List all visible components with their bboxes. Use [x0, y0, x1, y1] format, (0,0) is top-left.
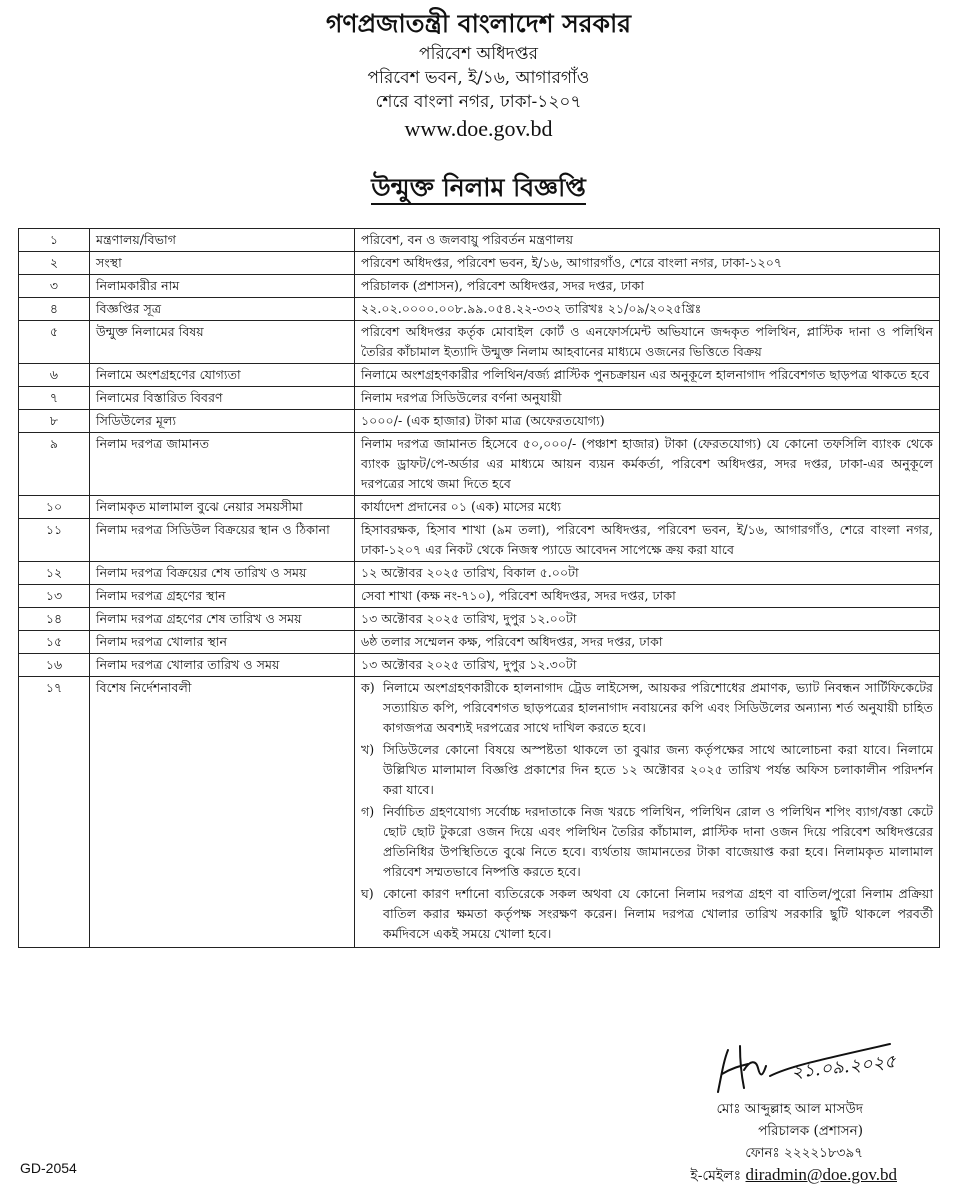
signer-title: পরিচালক (প্রশাসন): [758, 1123, 863, 1139]
instruction-text: সিডিউলের কোনো বিষয়ে অস্পষ্টতা থাকলে তা বুঝার জন্য কর্তৃপক্ষের সাথে আলোচনা করা যাবে। নিলামে উল্লিখিত মালামাল বিজ্ঞপ্তি প্রকাশের দিন হতে ১২ অক্টোবর ২০২৫ তারিখ পর্যন্ত অফিস চলাকালীন পরিদর্শন করা যাবে।: [383, 742, 933, 797]
serial-cell: ১০: [19, 496, 90, 519]
serial-cell: ৮: [19, 410, 90, 433]
signer-block: [716, 1098, 863, 1164]
special-instructions-row: [19, 677, 940, 948]
svg-text:২১.০৯.২০২৫: ২১.০৯.২০২৫: [790, 1051, 897, 1083]
instruction-item: [361, 802, 933, 882]
value-cell: পরিবেশ, বন ও জলবায়ু পরিবর্তন মন্ত্রণালয়: [355, 229, 940, 252]
value-cell: পরিচালক (প্রশাসন), পরিবেশ অধিদপ্তর, সদর দপ্তর, ঢাকা: [355, 275, 940, 298]
value-cell: ২২.০২.০০০০.০০৮.৯৯.০৫৪.২২-৩৩২ তারিখঃ ২১/০৯/২০২৫খ্রিঃ: [355, 298, 940, 321]
label-cell: নিলামের বিস্তারিত বিবরণ: [90, 387, 355, 410]
value-cell: সেবা শাখা (কক্ষ নং-৭১০), পরিবেশ অধিদপ্তর, সদর দপ্তর, ঢাকা: [355, 585, 940, 608]
label-cell: নিলাম দরপত্র জামানত: [90, 433, 355, 496]
value-cell: ১০০০/- (এক হাজার) টাকা মাত্র (অফেরতযোগ্য): [355, 410, 940, 433]
value-cell: কার্যাদেশ প্রদানের ০১ (এক) মাসের মধ্যে: [355, 496, 940, 519]
notice-title: [0, 168, 957, 211]
value-cell: ১৩ অক্টোবর ২০২৫ তারিখ, দুপুর ১২.৩০টা: [355, 654, 940, 677]
label-cell: মন্ত্রণালয়/বিভাগ: [90, 229, 355, 252]
value-cell: পরিবেশ অধিদপ্তর, পরিবেশ ভবন, ই/১৬, আগারগাঁও, শেরে বাংলা নগর, ঢাকা-১২০৭: [355, 252, 940, 275]
instruction-item: [361, 740, 933, 800]
government-name: গণপ্রজাতন্ত্রী বাংলাদেশ সরকার: [326, 9, 631, 38]
serial-cell: ৫: [19, 321, 90, 364]
label-cell: নিলাম দরপত্র খোলার স্থান: [90, 631, 355, 654]
address-line-2: শেরে বাংলা নগর, ঢাকা-১২০৭: [375, 92, 582, 112]
value-cell: পরিবেশ অধিদপ্তর কর্তৃক মোবাইল কোর্ট ও এনফোর্সমেন্ট অভিযানে জব্দকৃত পলিথিন, প্লাস্টিক দানা ও পলিথিন তৈরির কাঁচামাল ইত্যাদি উন্মুক্ত নিলাম আহবানের মাধ্যমে ওজনের ভিত্তিতে বিক্রয়: [355, 321, 940, 364]
auction-details-table: [18, 228, 940, 948]
label-cell: বিশেষ নির্দেশনাবলী: [90, 677, 355, 948]
signer-name: মোঃ আব্দুল্লাহ আল মাসউদ: [716, 1101, 863, 1117]
serial-cell: ১৩: [19, 585, 90, 608]
table-row: [19, 519, 940, 562]
serial-cell: ১২: [19, 562, 90, 585]
label-cell: নিলাম দরপত্র গ্রহণের শেষ তারিখ ও সময়: [90, 608, 355, 631]
label-cell: নিলামে অংশগ্রহণের যোগ্যতা: [90, 364, 355, 387]
website-link[interactable]: www.doe.gov.bd: [404, 116, 553, 141]
label-cell: নিলাম দরপত্র খোলার তারিখ ও সময়: [90, 654, 355, 677]
handwritten-signature: [700, 1030, 900, 1100]
serial-cell: ১৭: [19, 677, 90, 948]
table-row: [19, 229, 940, 252]
instruction-marker: ঘ): [361, 886, 374, 901]
table-row: [19, 275, 940, 298]
serial-cell: ১: [19, 229, 90, 252]
serial-cell: ২: [19, 252, 90, 275]
letterhead: [0, 6, 957, 144]
instruction-marker: খ): [361, 742, 375, 757]
instruction-text: নিলামে অংশগ্রহণকারীকে হালনাগাদ ট্রেড লাইসেন্স, আয়কর পরিশোধের প্রমাণক, ভ্যাট নিবন্ধন সার্টিফিকেটের সত্যায়িত কপি, পরিবেশগত ছাড়পত্রের হালনাগাদ নবায়নের কপি এবং সিডিউলের অন্যান্য শর্ত অনুযায়ী চাহিত কাগজপত্র অবশ্যই দরপত্রের সাথে দাখিল করতে হবে।: [383, 680, 933, 735]
label-cell: নিলাম দরপত্র গ্রহণের স্থান: [90, 585, 355, 608]
value-cell: নিলাম দরপত্র জামানত হিসেবে ৫০,০০০/- (পঞ্চাশ হাজার) টাকা (ফেরতযোগ্য) যে কোনো তফসিলি ব্যাংক থেকে ব্যাংক ড্রাফট/পে-অর্ডার এর মাধ্যমে আয়ন ব্যয়ন কর্মকর্তা, পরিবেশ অধিদপ্তর, সদর দপ্তর, ঢাকা-এর অনুকূলে দরপত্রের সাথে জমা দিতে হবে: [355, 433, 940, 496]
table-row: [19, 585, 940, 608]
value-cell: ৬ষ্ঠ তলার সম্মেলন কক্ষ, পরিবেশ অধিদপ্তর, সদর দপ্তর, ঢাকা: [355, 631, 940, 654]
document-code: GD-2054: [20, 1160, 77, 1176]
table-row: [19, 252, 940, 275]
label-cell: নিলাম দরপত্র বিক্রয়ের শেষ তারিখ ও সময়: [90, 562, 355, 585]
label-cell: নিলামকৃত মালামাল বুঝে নেয়ার সময়সীমা: [90, 496, 355, 519]
label-cell: উন্মুক্ত নিলামের বিষয়: [90, 321, 355, 364]
table-row: [19, 608, 940, 631]
table-row: [19, 298, 940, 321]
value-cell: নিলামে অংশগ্রহণকারীর পলিথিন/বর্জ্য প্লাস্টিক পুনচক্রায়ন এর অনুকূলে হালনাগাদ পরিবেশগত ছাড়পত্র থাকতে হবে: [355, 364, 940, 387]
instruction-marker: ক): [361, 680, 375, 695]
table-row: [19, 631, 940, 654]
value-cell: ১২ অক্টোবর ২০২৫ তারিখ, বিকাল ৫.০০টা: [355, 562, 940, 585]
email-label: ই-মেইলঃ: [690, 1168, 746, 1184]
table-row: [19, 410, 940, 433]
signer-phone: ফোনঃ ২২২২১৮৩৯৭: [745, 1145, 863, 1161]
special-instructions-list: [355, 677, 940, 948]
label-cell: সিডিউলের মূল্য: [90, 410, 355, 433]
table-row: [19, 433, 940, 496]
address-line-1: পরিবেশ ভবন, ই/১৬, আগারগাঁও: [367, 68, 590, 88]
email-link[interactable]: diradmin@doe.gov.bd: [745, 1165, 897, 1184]
table-row: [19, 364, 940, 387]
value-cell: হিসাবরক্ষক, হিসাব শাখা (৯ম তলা), পরিবেশ অধিদপ্তর, পরিবেশ ভবন, ই/১৬, আগারগাঁও, শেরে বাংলা নগর, ঢাকা-১২০৭ এর নিকট থেকে নিজস্ব প্যাডে আবেদন সাপেক্ষে ক্রয় করা যাবে: [355, 519, 940, 562]
serial-cell: ১৪: [19, 608, 90, 631]
serial-cell: ১৫: [19, 631, 90, 654]
table-row: [19, 562, 940, 585]
label-cell: সংস্থা: [90, 252, 355, 275]
table-row: [19, 496, 940, 519]
label-cell: বিজ্ঞপ্তির সূত্র: [90, 298, 355, 321]
value-cell: নিলাম দরপত্র সিডিউলের বর্ণনা অনুযায়ী: [355, 387, 940, 410]
label-cell: নিলামকারীর নাম: [90, 275, 355, 298]
serial-cell: ৯: [19, 433, 90, 496]
notice-title-text: উন্মুক্ত নিলাম বিজ্ঞপ্তি: [371, 173, 586, 205]
instruction-item: [361, 884, 933, 944]
serial-cell: ১৬: [19, 654, 90, 677]
table-row: [19, 654, 940, 677]
value-cell: ১৩ অক্টোবর ২০২৫ তারিখ, দুপুর ১২.০০টা: [355, 608, 940, 631]
serial-cell: ৪: [19, 298, 90, 321]
instruction-item: [361, 678, 933, 738]
serial-cell: ৬: [19, 364, 90, 387]
department-name: পরিবেশ অধিদপ্তর: [419, 44, 538, 64]
instruction-marker: গ): [361, 804, 375, 819]
table-row: [19, 387, 940, 410]
signer-email: [690, 1164, 897, 1188]
label-cell: নিলাম দরপত্র সিডিউল বিক্রয়ের স্থান ও ঠিকানা: [90, 519, 355, 562]
serial-cell: ৭: [19, 387, 90, 410]
instruction-text: নির্বাচিত গ্রহণযোগ্য সর্বোচ্চ দরদাতাকে নিজ খরচে পলিথিন, পলিথিন রোল ও পলিথিন শপিং ব্যাগ/বস্তা কেটে ছোট ছোট টুকরো ওজন দিয়ে এবং পলিথিন তৈরির কাঁচামাল, প্লাস্টিক দানা ওজন দিয়ে পরিবেশ অধিদপ্তরের প্রতিনিধির উপস্থিতিতে বুঝে নিতে হবে। ব্যর্থতায় জামানতের টাকা বাজেয়াপ্ত করা হবে। নিলামকৃত মালামাল পরিবেশ সম্মতভাবে নিষ্পত্তি করতে হবে।: [383, 804, 933, 879]
serial-cell: ৩: [19, 275, 90, 298]
serial-cell: ১১: [19, 519, 90, 562]
instruction-text: কোনো কারণ দর্শানো ব্যতিরেকে সকল অথবা যে কোনো নিলাম দরপত্র গ্রহণ বা বাতিল/পুরো নিলাম প্রক্রিয়া বাতিল করার ক্ষমতা কর্তৃপক্ষ সংরক্ষণ করেন। নিলাম দরপত্র খোলার তারিখ সরকারি ছুটি থাকলে পরবর্তী কর্মদিবসে একই সময়ে খোলা হবে।: [383, 886, 933, 941]
table-row: [19, 321, 940, 364]
